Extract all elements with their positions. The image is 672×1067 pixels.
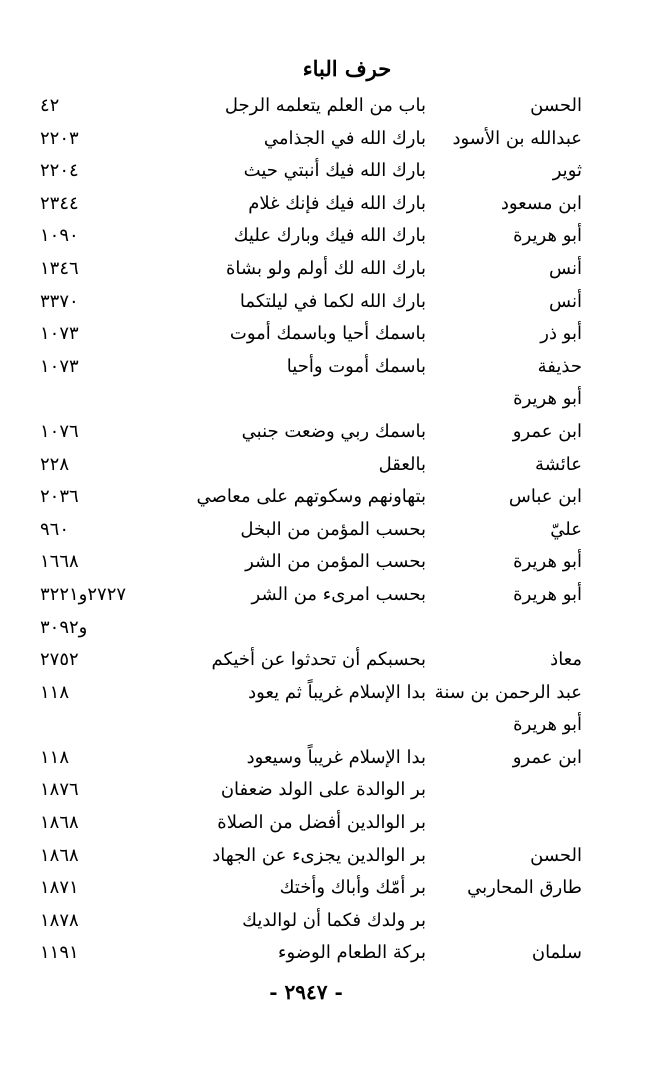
narrator-name: أبو ذر [540, 323, 582, 345]
hadith-number: ١٠٧٣ [40, 355, 79, 377]
index-entry [0, 155, 672, 188]
index-entry [0, 220, 672, 253]
index-entry [0, 253, 672, 286]
index-entry [0, 546, 672, 579]
index-entry [0, 774, 672, 807]
index-entry [0, 318, 672, 351]
narrator-name: طارق المحاربي [467, 877, 582, 899]
hadith-phrase: بارك الله لك أولم ولو بشاة [226, 257, 426, 279]
page-number: - ٢٩٤٧ - [269, 980, 343, 1004]
narrator-name: ابن عباس [508, 486, 582, 508]
hadith-number: و٣٠٩٢ [40, 616, 88, 638]
hadith-phrase: بحسبكم أن تحدثوا عن أخيكم [211, 649, 426, 671]
index-entry [0, 840, 672, 873]
hadith-number: ١١٩١ [40, 942, 79, 964]
narrator-name: الحسن [530, 95, 582, 116]
hadith-number: ٢٠٣٦ [40, 486, 79, 508]
hadith-number: ٣٣٧٠ [40, 290, 79, 312]
hadith-number: ٤٢ [40, 95, 60, 116]
index-entry [0, 677, 672, 710]
narrator-name: ابن عمرو [512, 420, 582, 442]
narrator-name: أنس [549, 290, 582, 312]
hadith-phrase: بر أمّك وأباك وأختك [279, 877, 426, 899]
hadith-phrase: بر ولدك فكما أن لوالديك [242, 909, 426, 931]
index-entry [0, 351, 672, 384]
hadith-index-list [0, 90, 672, 970]
narrator-name: معاذ [550, 649, 582, 671]
hadith-number: ١٨٧١ [40, 877, 79, 899]
index-entry [0, 612, 672, 645]
index-entry [0, 905, 672, 938]
hadith-phrase: بحسب امرىء من الشر [251, 583, 426, 605]
hadith-phrase: بر الوالدين أفضل من الصلاة [217, 812, 426, 834]
hadith-number: ٢٧٥٢ [40, 649, 79, 671]
hadith-phrase: بر الوالدة على الولد ضعفان [220, 779, 426, 801]
hadith-phrase: بحسب المؤمن من البخل [240, 518, 426, 540]
narrator-name: ثوير [552, 160, 582, 182]
index-entry [0, 383, 672, 416]
hadith-number: ١٨٧٦ [40, 779, 79, 801]
hadith-number: ٩٦٠ [40, 518, 70, 540]
index-entry [0, 481, 672, 514]
narrator-name: أبو هريرة [513, 551, 582, 573]
index-entry [0, 807, 672, 840]
hadith-number: ١١٨ [40, 746, 70, 768]
hadith-number: ١٨٦٨ [40, 812, 79, 834]
index-entry [0, 937, 672, 970]
hadith-phrase: باسمك ربي وضعت جنبي [241, 420, 426, 442]
index-entry [0, 872, 672, 905]
index-entry [0, 579, 672, 612]
narrator-name: أنس [549, 257, 582, 279]
index-entry [0, 416, 672, 449]
index-entry [0, 644, 672, 677]
hadith-phrase: بدا الإسلام غريباً وسيعود [246, 746, 426, 768]
narrator-name: عبدالله بن الأسود [452, 127, 582, 149]
hadith-phrase: بارك الله لكما في ليلتكما [239, 290, 426, 312]
hadith-number: ٢٧٢٧و٣٢٢١ [40, 583, 127, 605]
hadith-number: ٢٣٤٤ [40, 192, 79, 214]
index-entry [0, 709, 672, 742]
narrator-name: عليّ [550, 518, 582, 540]
hadith-phrase: باسمك أموت وأحيا [286, 355, 426, 377]
index-entry [0, 514, 672, 547]
narrator-name: أبو هريرة [513, 388, 582, 410]
hadith-number: ١٠٧٦ [40, 420, 79, 442]
narrator-name: أبو هريرة [513, 583, 582, 605]
hadith-phrase: بارك الله فيك وبارك عليك [233, 225, 426, 247]
narrator-name: ابن مسعود [500, 192, 582, 214]
hadith-number: ٢٢٨ [40, 453, 70, 475]
index-entry [0, 90, 672, 123]
hadith-phrase: بالعقل [378, 453, 426, 475]
narrator-name: سلمان [531, 942, 582, 964]
hadith-number: ١٦٦٨ [40, 551, 79, 573]
hadith-phrase: بدا الإسلام غريباً ثم يعود [248, 681, 426, 703]
hadith-phrase: بارك الله في الجذامي [263, 127, 426, 149]
hadith-phrase: بركة الطعام الوضوء [278, 942, 426, 964]
index-entry [0, 123, 672, 156]
narrator-name: عبد الرحمن بن سنة [434, 681, 582, 703]
index-entry [0, 286, 672, 319]
section-title: حرف الباء [302, 56, 392, 81]
hadith-number: ١٣٤٦ [40, 257, 79, 279]
hadith-phrase: باب من العلم يتعلمه الرجل [224, 95, 426, 116]
hadith-phrase: بتهاونهم وسكوتهم على معاصي [196, 486, 426, 508]
hadith-number: ١٨٧٨ [40, 909, 79, 931]
hadith-number: ١٠٧٣ [40, 323, 79, 345]
hadith-number: ١٠٩٠ [40, 225, 79, 247]
hadith-number: ١١٨ [40, 681, 70, 703]
narrator-name: حذيفة [537, 355, 582, 377]
narrator-name: أبو هريرة [513, 714, 582, 736]
hadith-phrase: بر الوالدين يجزىء عن الجهاد [212, 844, 426, 866]
narrator-name: ابن عمرو [512, 746, 582, 768]
hadith-number: ٢٢٠٣ [40, 127, 79, 149]
index-entry [0, 449, 672, 482]
index-entry [0, 742, 672, 775]
narrator-name: عائشة [535, 453, 582, 475]
hadith-phrase: بارك الله فيك فإنك غلام [248, 192, 426, 214]
index-entry [0, 188, 672, 221]
hadith-number: ١٨٦٨ [40, 844, 79, 866]
hadith-number: ٢٢٠٤ [40, 160, 79, 182]
hadith-phrase: بارك الله فيك أنبتي حيث [243, 160, 426, 182]
narrator-name: أبو هريرة [513, 225, 582, 247]
narrator-name: الحسن [530, 844, 582, 866]
hadith-phrase: باسمك أحيا وباسمك أموت [229, 323, 426, 345]
hadith-phrase: بحسب المؤمن من الشر [245, 551, 426, 573]
